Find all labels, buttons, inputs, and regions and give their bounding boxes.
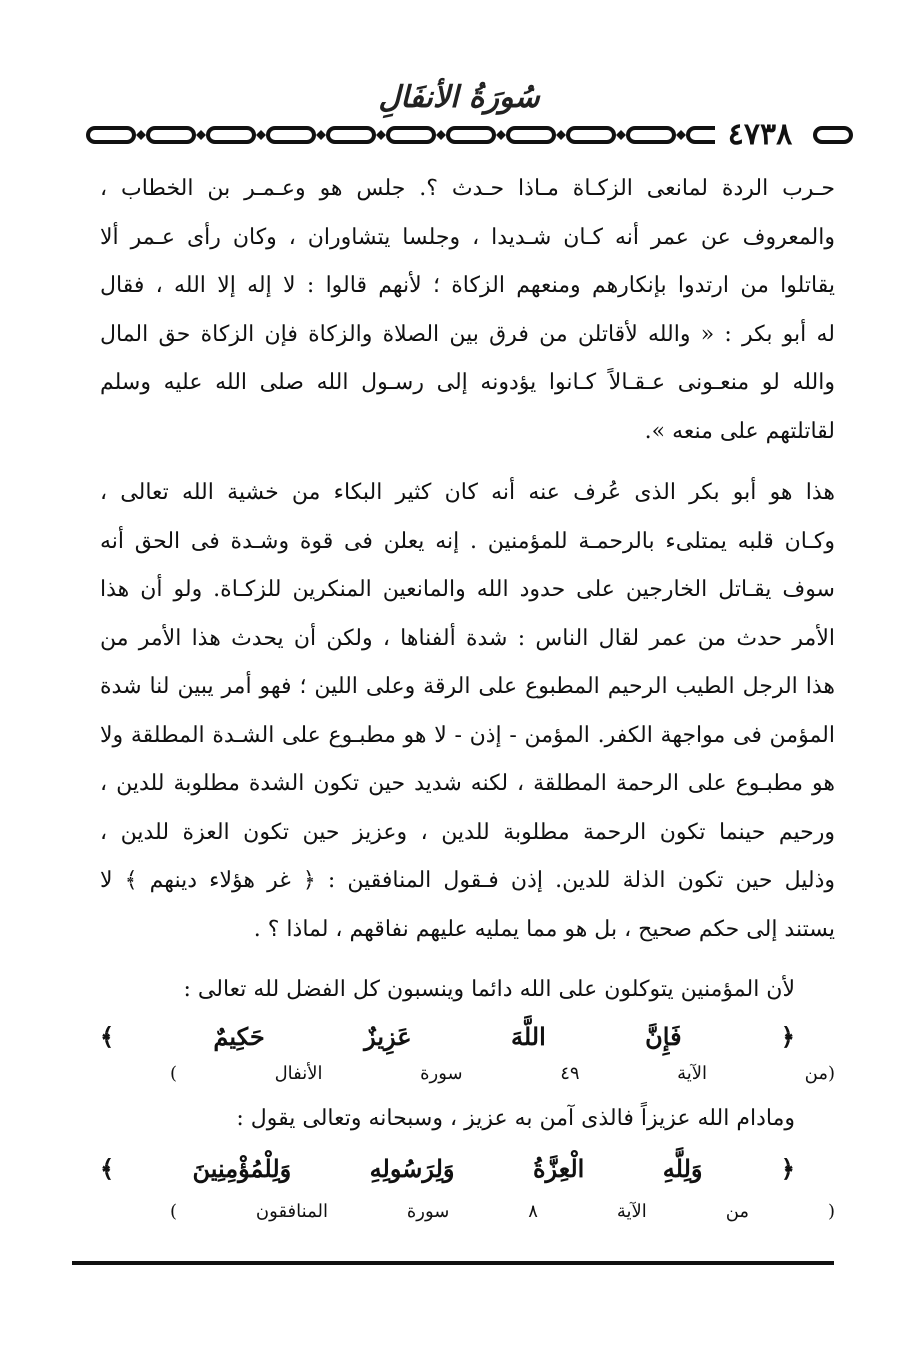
bottom-rule bbox=[72, 1261, 834, 1265]
text-line: هو مطبـوع على الرحمة المطلقة ، لكنه شديد حين تكون الشدة مطلوبة للدين ، bbox=[100, 771, 835, 796]
text-line: سوف يقـاتل الخارجين على حدود الله والمانعين المنكرين للزكـاة. ولو أن هذا bbox=[100, 577, 835, 602]
text-line: وذليل حين تكون الذلة للدين. إذن فـقول المنافقين : ﴿ غر هؤلاء دينهم ﴾ لا bbox=[100, 868, 835, 893]
paragraph-2 bbox=[100, 469, 835, 954]
verse-reference: ( من الآية ٨ سورة المنافقون ) bbox=[170, 1201, 835, 1222]
text-line: الأمر حدث من عمر لقال الناس : شدة ألفناها ، ولكن أن يحدث هذا الأمر من bbox=[100, 625, 835, 651]
text-line: ومادام الله عزيزاً فالذى آمن به عزيز ، وسبحانه وتعالى يقول : bbox=[236, 1105, 795, 1131]
verse-reference: (من الآية ٤٩ سورة الأنفال ) bbox=[170, 1062, 835, 1084]
text-line: والله لو منعـونى عـقـالاً كـانوا يؤدونه إلى رسـول الله صلى الله عليه وسلم bbox=[100, 370, 835, 395]
text-line: هذا هو أبو بكر الذى عُرف عنه أنه كان كثير البكاء من خشية الله تعالى ، bbox=[100, 480, 835, 505]
paragraph-1 bbox=[100, 165, 835, 456]
text-line: لقاتلتهم على منعه ». bbox=[644, 418, 835, 444]
text-line: لأن المؤمنين يتوكلون على الله دائما وينسبون كل الفضل لله تعالى : bbox=[183, 977, 795, 1002]
text-line: وكـان قلبه يمتلىء بالرحمـة للمؤمنين . إنه يعلن فى قوة وشـدة فى الحق أنه bbox=[100, 528, 835, 554]
body-text bbox=[100, 165, 835, 1227]
surah-title: سُورَةُ الأنفَالِ bbox=[378, 80, 540, 115]
text-line: المؤمن فى مواجهة الكفر. المؤمن - إذن - لا هو مطبـوع على الشـدة المطلقة ولا bbox=[100, 722, 835, 748]
quran-verse: ﴿ وَلِلَّهِ الْعِزَّةُ وَلِرَسُولِهِ وَلِلْمُؤْمِنِينَ ﴾ bbox=[100, 1154, 795, 1183]
text-line: والمعروف عن عمر أنه كـان شـديدا ، وجلسا يتشاوران ، وكان رأى عـمر ألا bbox=[100, 224, 835, 250]
text-line: ورحيم حينما تكون الرحمة مطلوبة للدين ، وعزيز حين تكون العزة للدين ، bbox=[100, 819, 835, 845]
paragraph-3 bbox=[100, 966, 835, 1227]
text-line: يستند إلى حكم صحيح ، بل هو مما يمليه عليهم نفاقهم ، لماذا ؟ . bbox=[253, 916, 835, 942]
text-line: له أبو بكر : « والله لأقاتلن من فرق بين الصلاة والزكاة فإن الزكاة حق المال bbox=[100, 321, 835, 347]
text-line: يقاتلوا من ارتدوا بإنكارهم ومنعهم الزكاة ؛ لأنهم قالوا : لا إله إلا الله ، فقال bbox=[100, 273, 835, 298]
text-line: هذا الرجل الطيب الرحيم المطبوع على الرقة وعلى اللين ؛ فهو أمر يبين لنا شدة bbox=[100, 674, 835, 699]
text-line: حـرب الردة لمانعى الزكـاة مـاذا حـدث ؟. جلس هو وعـمـر بن الخطاب ، bbox=[100, 176, 835, 201]
quran-verse: ﴿ فَإِنَّ اللَّهَ عَزِيزٌ حَكِيمٌ ﴾ bbox=[100, 1021, 795, 1051]
page-number: ٤٧٣٨ bbox=[715, 120, 805, 150]
